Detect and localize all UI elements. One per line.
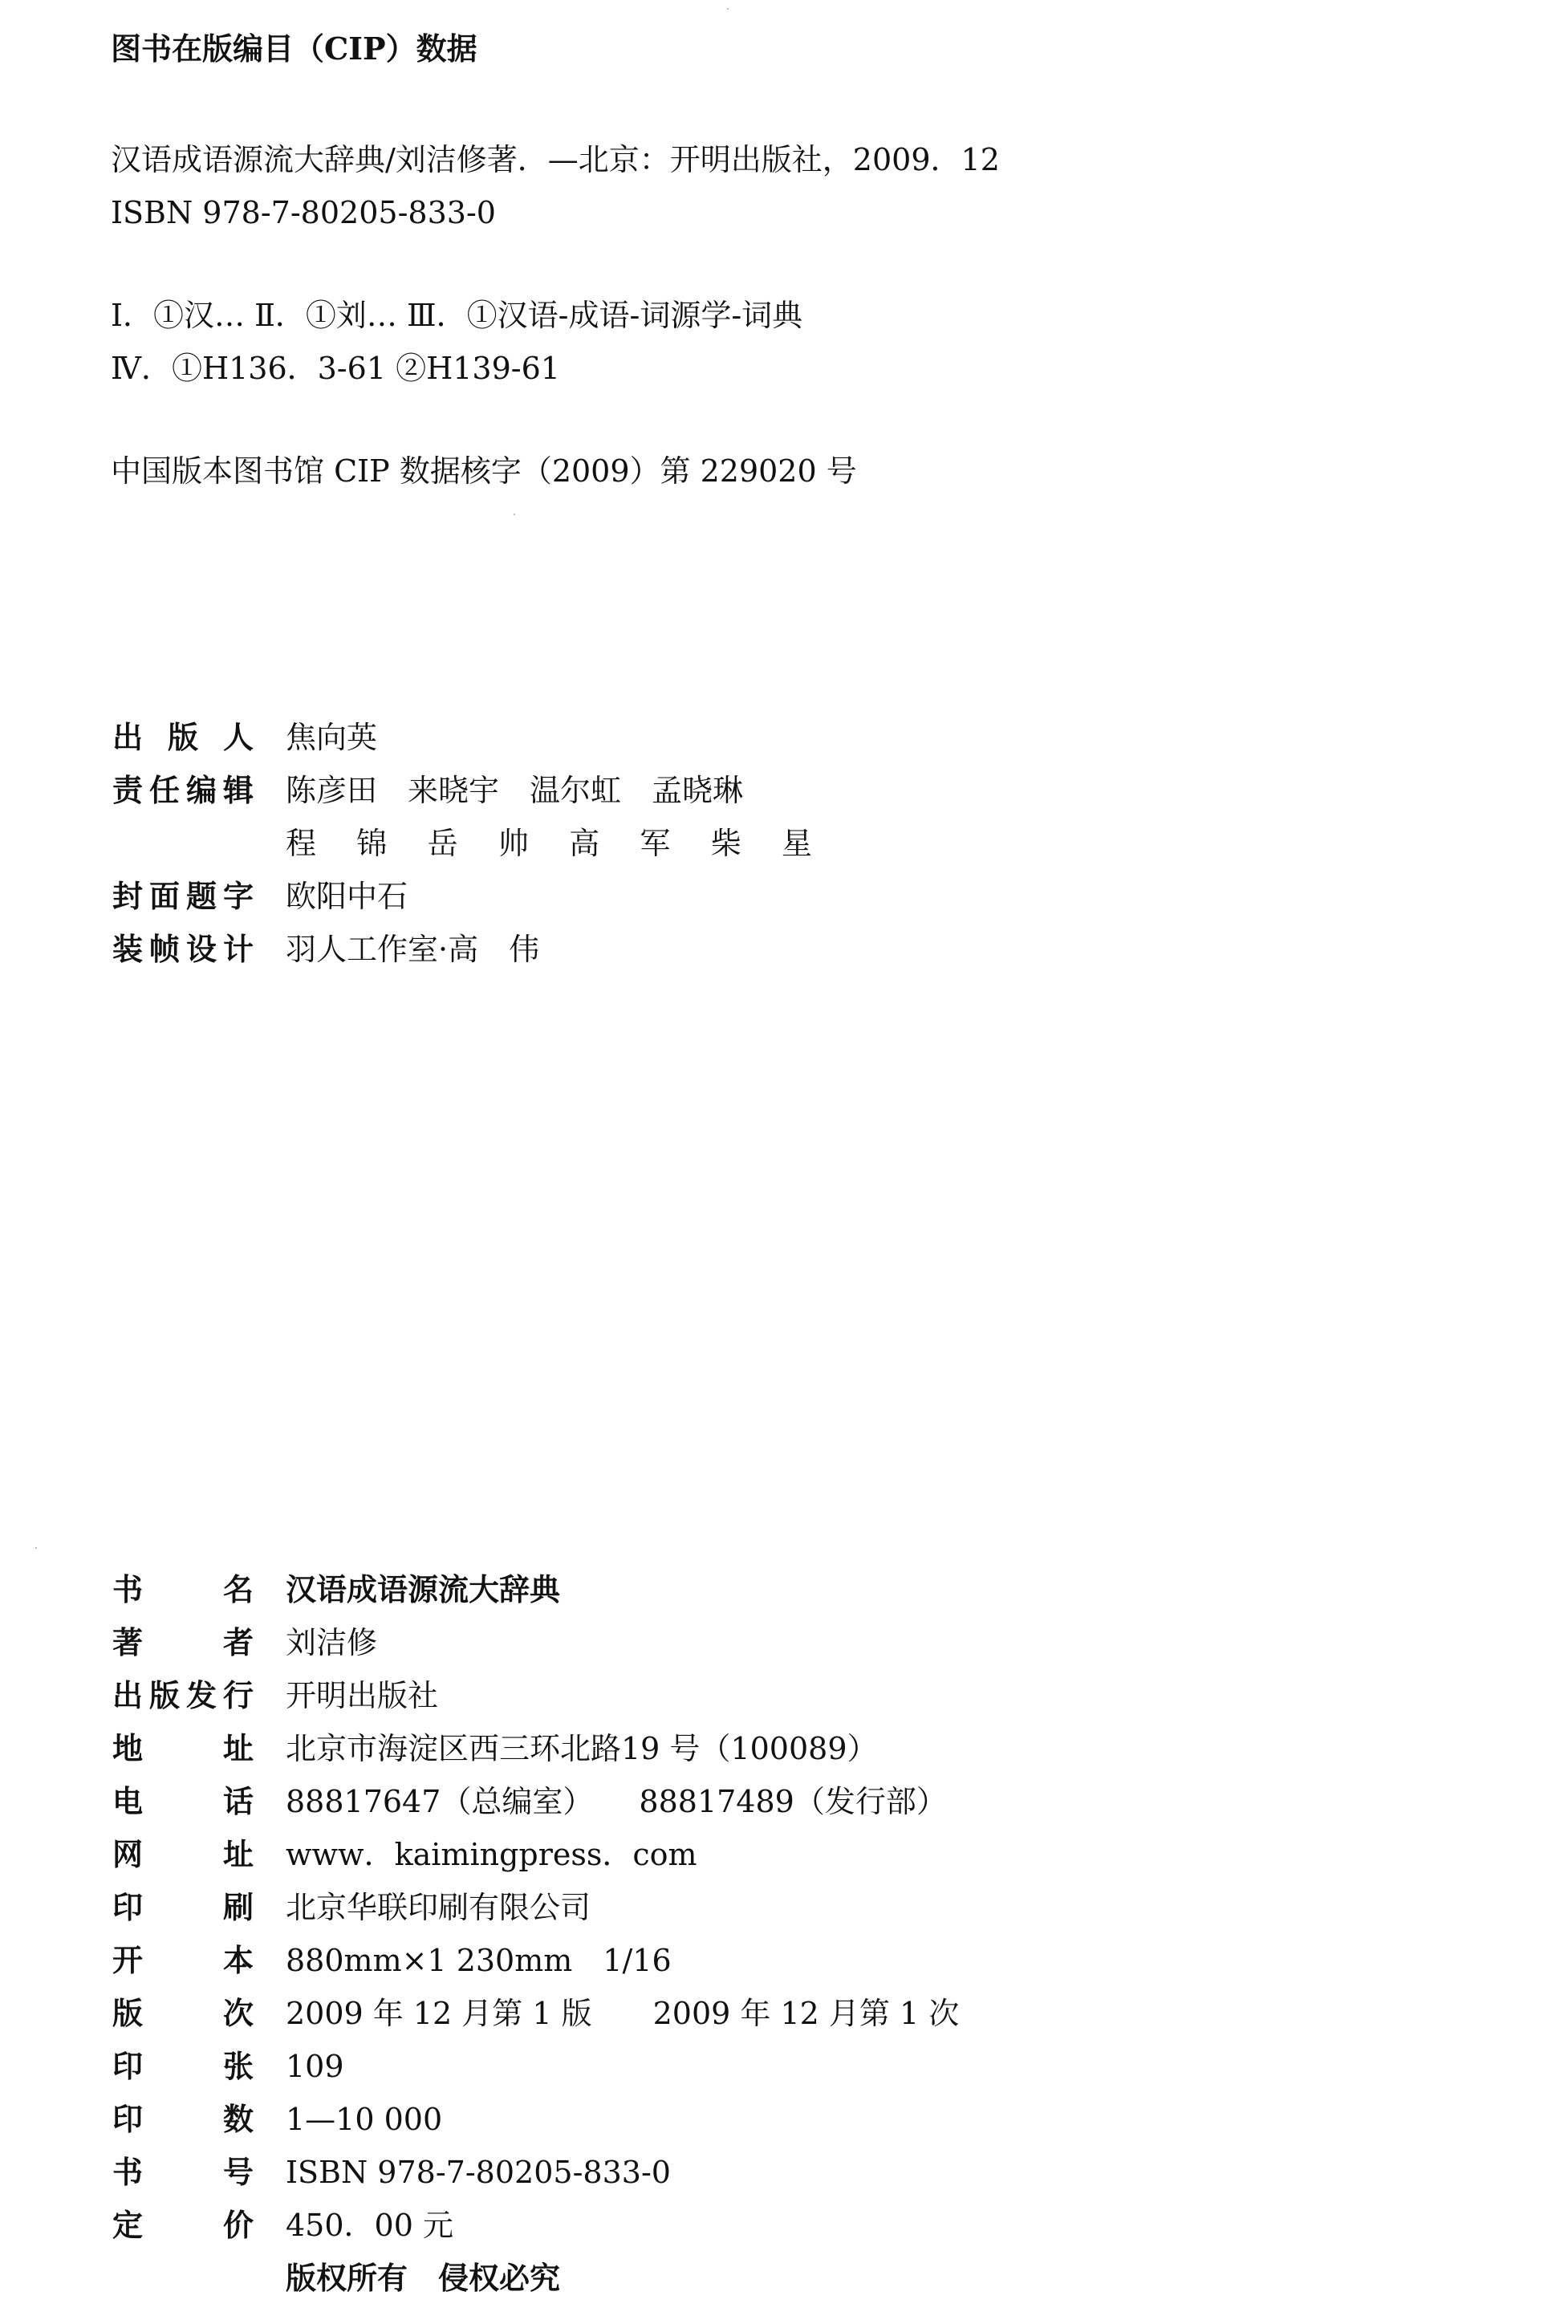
label-char: 著 [112, 1624, 144, 1660]
cip-classification-line: Ⅳ．①H136．3-61 ②H139-61 [111, 351, 560, 386]
label-char: 面 [148, 878, 180, 914]
cip-record-title: 汉语成语源流大辞典/刘洁修著．—北京：开明出版社，2009．12 [111, 142, 1000, 177]
info-value-distribution: 开明出版社 [286, 1678, 439, 1713]
info-label-author [112, 1624, 254, 1660]
info-label-print-run [112, 2101, 254, 2137]
label-char: 书 [112, 1571, 144, 1607]
label-char: 刷 [222, 1889, 254, 1925]
info-value-price: 450．00 元 [286, 2208, 453, 2243]
label-char: 题 [185, 878, 217, 914]
label-char: 人 [222, 719, 254, 755]
label-char: 发 [185, 1677, 217, 1713]
label-char: 行 [222, 1677, 254, 1713]
scan-speck [727, 8, 729, 10]
label-char: 本 [222, 1942, 254, 1978]
label-char: 地 [112, 1730, 144, 1766]
scan-speck [514, 514, 515, 515]
staff-label-binding-design [112, 931, 254, 967]
editor-char: 帅 [498, 826, 529, 861]
label-char: 封 [112, 878, 144, 914]
label-char: 设 [185, 931, 217, 967]
info-label-edition [112, 1995, 254, 2031]
label-char: 话 [222, 1783, 254, 1819]
cip-approval-number: 中国版本图书馆 CIP 数据核字（2009）第 229020 号 [111, 453, 857, 489]
editor-char: 岳 [427, 826, 458, 861]
label-char: 责 [112, 772, 144, 808]
label-char: 版 [167, 719, 198, 755]
label-char: 装 [112, 931, 144, 967]
info-label-website [112, 1836, 254, 1872]
cip-heading: 图书在版编目（CIP）数据 [111, 30, 477, 67]
editor-char: 星 [781, 826, 812, 861]
editor-char: 锦 [356, 826, 388, 861]
label-char: 开 [112, 1942, 144, 1978]
info-label-distribution [112, 1677, 254, 1713]
label-char: 定 [112, 2207, 144, 2243]
label-char: 址 [222, 1730, 254, 1766]
info-label-format [112, 1942, 254, 1978]
staff-label-publisher [112, 719, 254, 755]
label-char: 编 [185, 772, 217, 808]
info-value-website: www．kaimingpress．com [286, 1837, 697, 1872]
info-value-print-run: 1—10 000 [286, 2102, 443, 2137]
info-value-edition: 2009 年 12 月第 1 版 2009 年 12 月第 1 次 [286, 1996, 960, 2031]
label-char: 名 [222, 1571, 254, 1607]
label-char: 出 [112, 719, 144, 755]
label-char: 电 [112, 1783, 144, 1819]
cip-subject-line: Ⅰ．①汉… Ⅱ．①刘… Ⅲ．①汉语-成语-词源学-词典 [111, 298, 803, 333]
info-label-phone [112, 1783, 254, 1819]
info-label-book-number [112, 2154, 254, 2190]
label-char: 张 [222, 2048, 254, 2084]
editor-char: 程 [286, 826, 317, 861]
label-char: 书 [112, 2154, 144, 2190]
info-value-format: 880mm×1 230mm 1/16 [286, 1943, 672, 1978]
info-value-phone: 88817647（总编室） 88817489（发行部） [286, 1784, 947, 1819]
staff-value-binding-design: 羽人工作室·高 伟 [286, 932, 540, 967]
staff-value-editors: 陈彦田 来晓宇 温尔虹 孟晓琳 [286, 773, 744, 808]
info-value-book-number: ISBN 978-7-80205-833-0 [286, 2155, 671, 2190]
label-char: 版 [148, 1677, 180, 1713]
info-value-printer: 北京华联印刷有限公司 [286, 1890, 591, 1925]
editor-char: 高 [569, 826, 600, 861]
info-label-price [112, 2207, 254, 2243]
copyright-notice: 版权所有 侵权必究 [286, 2260, 561, 2296]
info-label-printer [112, 1889, 254, 1925]
label-char: 帧 [148, 931, 180, 967]
info-label-address [112, 1730, 254, 1766]
cip-isbn: ISBN 978-7-80205-833-0 [111, 195, 496, 230]
label-char: 次 [222, 1995, 254, 2031]
editor-char: 军 [640, 826, 671, 861]
info-value-author: 刘洁修 [286, 1625, 378, 1660]
info-value-address: 北京市海淀区西三环北路19 号（100089） [286, 1731, 878, 1766]
label-char: 辑 [222, 772, 254, 808]
staff-label-editors [112, 772, 254, 808]
label-char: 数 [222, 2101, 254, 2137]
info-value-title: 汉语成语源流大辞典 [286, 1571, 561, 1607]
label-char: 计 [222, 931, 254, 967]
info-value-printed-sheets: 109 [286, 2049, 344, 2084]
scan-speck [35, 1547, 37, 1549]
label-char: 版 [112, 1995, 144, 2031]
label-char: 网 [112, 1836, 144, 1872]
info-label-printed-sheets [112, 2048, 254, 2084]
editor-char: 柴 [710, 826, 741, 861]
staff-value-cover-calligraphy: 欧阳中石 [286, 879, 408, 914]
label-char: 印 [112, 2048, 144, 2084]
staff-label-cover-calligraphy [112, 878, 254, 914]
label-char: 印 [112, 1889, 144, 1925]
label-char: 址 [222, 1836, 254, 1872]
label-char: 者 [222, 1624, 254, 1660]
label-char: 任 [148, 772, 180, 808]
label-char: 号 [222, 2154, 254, 2190]
staff-editors-row2 [286, 828, 812, 859]
label-char: 出 [112, 1677, 144, 1713]
label-char: 印 [112, 2101, 144, 2137]
label-char: 字 [222, 878, 254, 914]
info-label-title [112, 1571, 254, 1607]
label-char: 价 [222, 2207, 254, 2243]
staff-value-publisher: 焦向英 [286, 720, 378, 755]
